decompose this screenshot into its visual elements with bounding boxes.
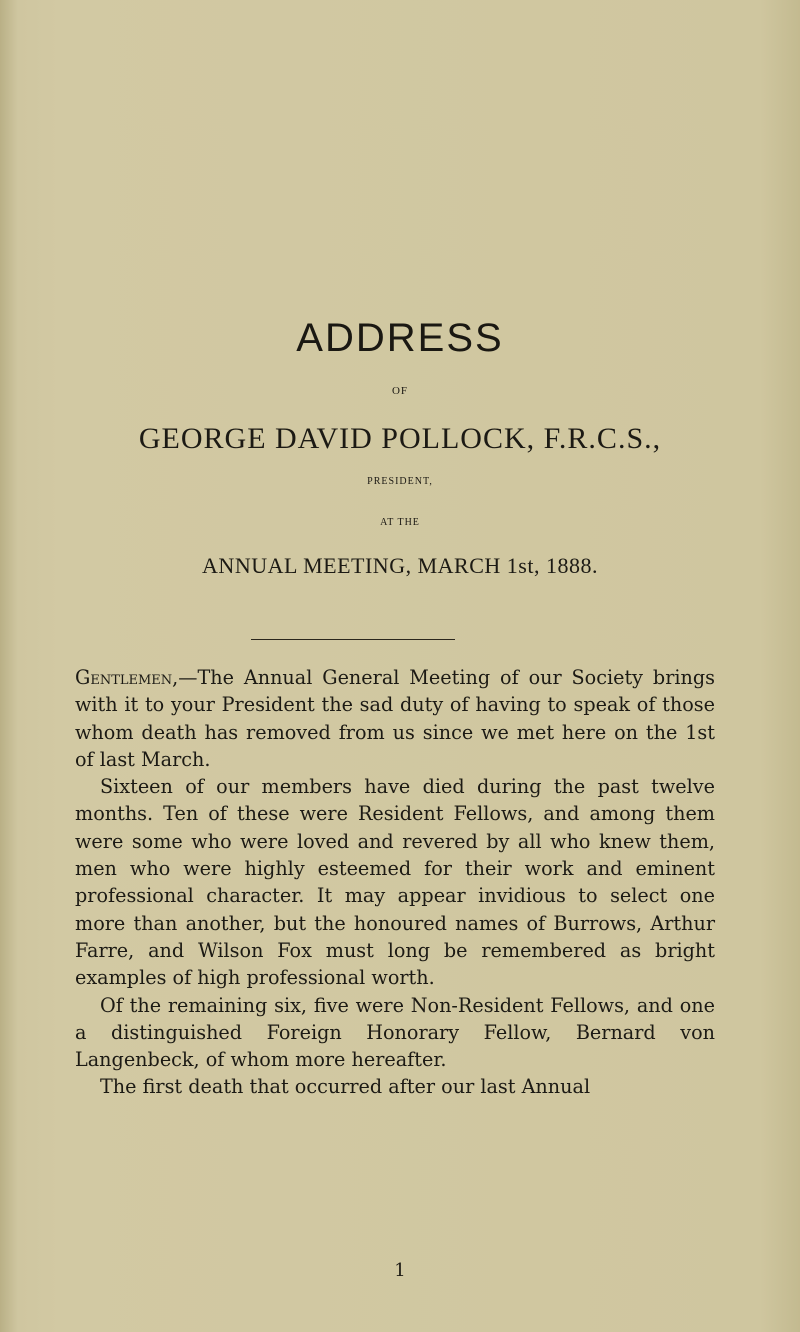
paragraph-1	[75, 664, 715, 773]
author-role: PRESIDENT,	[367, 476, 433, 487]
paragraph-4: The first death that occurred after our last Annual	[100, 1075, 591, 1099]
divider-rule	[251, 639, 455, 640]
author-name: GEORGE DAVID POLLOCK, F.R.C.S.,	[138, 422, 662, 455]
document-title: ADDRESS	[296, 316, 504, 360]
meeting-line: ANNUAL MEETING, MARCH 1st, 1888.	[202, 553, 598, 578]
salutation: Gentlemen,	[75, 666, 179, 689]
paragraph-3: Of the remaining six, five were Non-Resident Fellows, and one a distinguished Foreign Honorary Fellow, Bernard von Langenbeck, of whom more hereafter.	[75, 993, 715, 1072]
at-the-line: AT THE	[380, 517, 420, 528]
paragraph-1-text: —The Annual General Meeting of our Society brings with it to your President the sad duty of having to speak of those whom death has removed from us since we met here on the 1st of last March.	[75, 666, 715, 771]
page-number: 1	[394, 1260, 406, 1281]
of-line: OF	[391, 385, 409, 397]
body-text	[75, 664, 715, 1101]
paragraph-2: Sixteen of our members have died during the past twelve months. Ten of these were Resident Fellows, and among them were some who were loved and revered by all who knew them, men who were highly esteemed for their work and eminent professional character. It may appear invidious to select one more than another, but the honoured names of Burrows, Arthur Farre, and Wilson Fox must long be remembered as bright examples of high professional worth.	[75, 775, 715, 990]
